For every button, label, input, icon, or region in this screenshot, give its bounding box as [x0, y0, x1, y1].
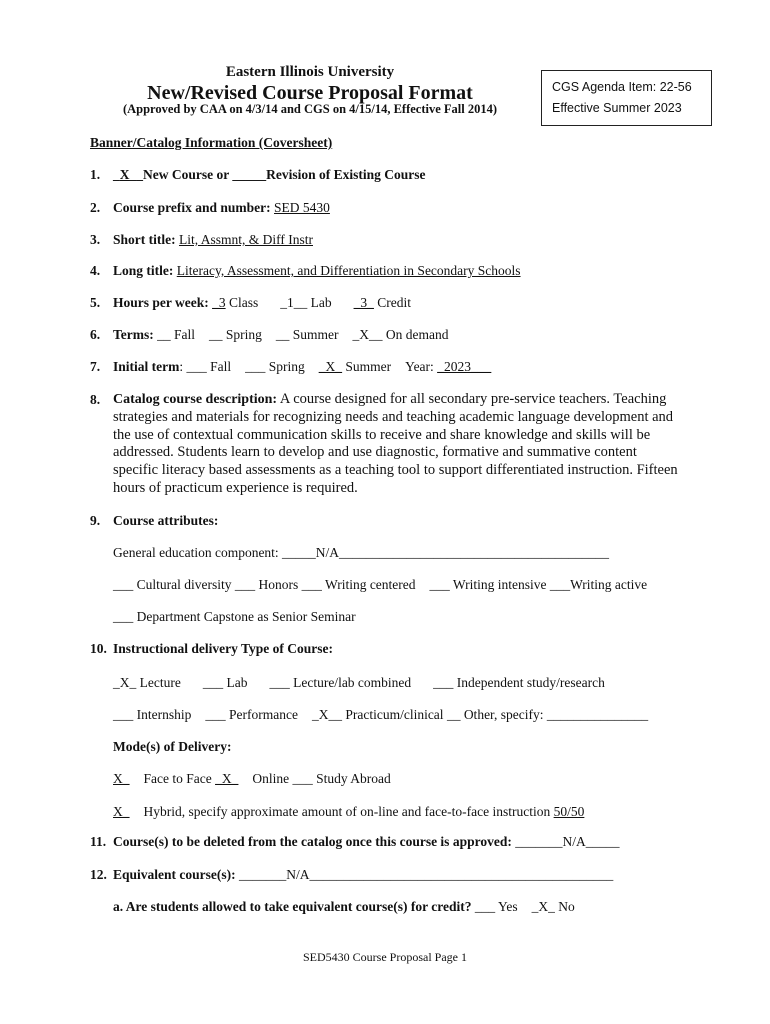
hybrid-row: [113, 804, 584, 820]
type-performance: ___ Performance: [205, 707, 298, 722]
item-3-short-title: [90, 232, 313, 248]
class-label: Class: [229, 295, 259, 310]
type-internship: ___ Internship: [113, 707, 192, 722]
credit-hours: _3_: [353, 295, 374, 310]
face-to-face-label: Face to Face: [143, 771, 212, 786]
equivalent-courses-value: _______N/A_____________________________________________: [239, 867, 614, 882]
year-label: Year:: [405, 359, 434, 374]
short-title-value: Lit, Assmnt, & Diff Instr: [178, 232, 313, 247]
field-colon: :: [179, 359, 184, 374]
initial-spring: ___ Spring: [245, 359, 305, 374]
course-prefix-value: SED 5430: [274, 200, 330, 215]
hybrid-label: Hybrid, specify approximate amount of on-line and face-to-face instruction: [143, 804, 551, 819]
cgs-effective-date: Effective Summer 2023: [552, 101, 682, 115]
item-number: 5.: [90, 295, 101, 310]
field-label: Instructional delivery Type of Course:: [113, 641, 333, 656]
catalog-description-text: A course designed for all secondary pre-service teachers. Teaching strategies and materials for recognizing needs and teaching academic language development and the use of contextual communication skills to receive and share knowledge and skills will be addressed. Students learn to develop and use diagnostic, formative and summative content specific literacy based assessments as a teaching tool to support differentiated instruction. Fifteen hours of practicum experience is required.: [113, 391, 678, 496]
lab-label: Lab: [310, 295, 332, 310]
item-number: 8.: [90, 392, 101, 407]
attributes-group-1: ___ Cultural diversity ___ Honors ___ Writing centered: [113, 577, 416, 592]
study-abroad: ___ Study Abroad: [292, 771, 391, 786]
equivalent-yes: ___ Yes: [474, 899, 518, 914]
field-label: Terms:: [113, 327, 154, 342]
credit-label: Credit: [377, 295, 412, 310]
item-number: 6.: [90, 327, 101, 342]
item-4-long-title: [90, 263, 521, 279]
field-label: Long title:: [113, 263, 174, 278]
lab-hours: _1__: [280, 295, 308, 310]
modes-of-delivery-label: Mode(s) of Delivery:: [113, 739, 232, 754]
item-number: 10.: [90, 641, 107, 656]
field-label: Course attributes:: [113, 513, 219, 528]
course-type-row-1: [113, 675, 605, 691]
new-course-prefix: _: [113, 167, 120, 182]
type-lab: ___ Lab: [202, 675, 248, 690]
term-on-demand: _X__ On demand: [352, 327, 449, 342]
approval-note: (Approved by CAA on 4/3/14 and CGS on 4/15/14, Effective Fall 2014): [122, 102, 498, 116]
item-11-courses-deleted: [90, 834, 619, 850]
course-type-row-2: [113, 707, 648, 723]
item-1-course-type: [90, 167, 426, 183]
item-8-number: [90, 392, 113, 408]
item-number: 11.: [90, 834, 107, 849]
item-5-hours-per-week: [90, 295, 411, 311]
delivery-modes-row: [113, 771, 391, 787]
item-8-catalog-description: [113, 391, 683, 498]
field-label: Hours per week:: [113, 295, 209, 310]
capstone-attribute: ___ Department Capstone as Senior Seminar: [113, 609, 356, 624]
item-12a-equivalent-credit: [113, 899, 575, 915]
item-10-instructional-delivery: [90, 641, 333, 657]
item-number: 9.: [90, 513, 101, 528]
type-lecture: _X_ Lecture: [113, 675, 181, 690]
item-number: 1.: [90, 167, 101, 182]
type-practicum: _X__ Practicum/clinical: [311, 707, 444, 722]
equivalent-no: _X_ No: [531, 899, 575, 914]
field-label: Catalog course description:: [113, 392, 278, 407]
year-value: _2023___: [437, 359, 492, 374]
online-label: Online: [252, 771, 290, 786]
item-12-equivalent-courses: [90, 867, 613, 883]
course-type-options: __New Course or _____Revision of Existing Course: [129, 167, 426, 182]
field-label: Course prefix and number:: [113, 200, 271, 215]
university-name: Eastern Illinois University: [225, 64, 395, 80]
document-title: New/Revised Course Proposal Format: [147, 82, 473, 104]
item-number: 7.: [90, 359, 101, 374]
type-independent-study: ___ Independent study/research: [433, 675, 605, 690]
item-number: 2.: [90, 200, 101, 215]
field-label: Course(s) to be deleted from the catalog once this course is approved:: [113, 834, 512, 849]
field-label: Initial term: [113, 359, 180, 374]
item-number: 4.: [90, 263, 101, 278]
long-title-value: Literacy, Assessment, and Differentiation in Secondary Schools: [176, 263, 521, 278]
item-7-initial-term: [90, 359, 491, 375]
deleted-courses-value: _______N/A_____: [515, 834, 620, 849]
attributes-row-1: [113, 577, 647, 593]
online-mark: _X_: [215, 771, 239, 786]
initial-summer: Summer: [345, 359, 392, 374]
hybrid-value: 50/50: [553, 804, 585, 819]
item-6-terms: [90, 327, 449, 343]
field-label: Equivalent course(s):: [113, 867, 236, 882]
new-course-mark: X: [119, 167, 130, 182]
term-fall: __ Fall: [157, 327, 196, 342]
initial-summer-mark: _X_: [318, 359, 343, 374]
item-number: 12.: [90, 867, 107, 882]
term-summer: __ Summer: [275, 327, 339, 342]
gen-ed-component: General education component: _____N/A________________________________________: [113, 545, 610, 560]
hybrid-mark: X_: [113, 804, 130, 819]
class-hours: _3: [212, 295, 226, 310]
item-number: 3.: [90, 232, 101, 247]
section-title: Banner/Catalog Information (Coversheet): [90, 135, 333, 150]
item-9-course-attributes: [90, 513, 218, 529]
type-lecture-lab: ___ Lecture/lab combined: [269, 675, 412, 690]
cgs-agenda-box: [541, 70, 712, 126]
initial-fall: ___ Fall: [186, 359, 232, 374]
page-footer: SED5430 Course Proposal Page 1: [303, 950, 467, 964]
field-label: a. Are students allowed to take equivalent course(s) for credit?: [113, 899, 472, 914]
term-spring: __ Spring: [209, 327, 262, 342]
face-to-face-mark: X_: [113, 771, 130, 786]
cgs-agenda-item: CGS Agenda Item: 22-56: [552, 80, 692, 94]
type-other: __ Other, specify: _______________: [446, 707, 649, 722]
item-2-prefix-number: [90, 200, 330, 216]
field-label: Short title:: [113, 232, 176, 247]
attributes-group-2: ___ Writing intensive ___Writing active: [429, 577, 648, 592]
